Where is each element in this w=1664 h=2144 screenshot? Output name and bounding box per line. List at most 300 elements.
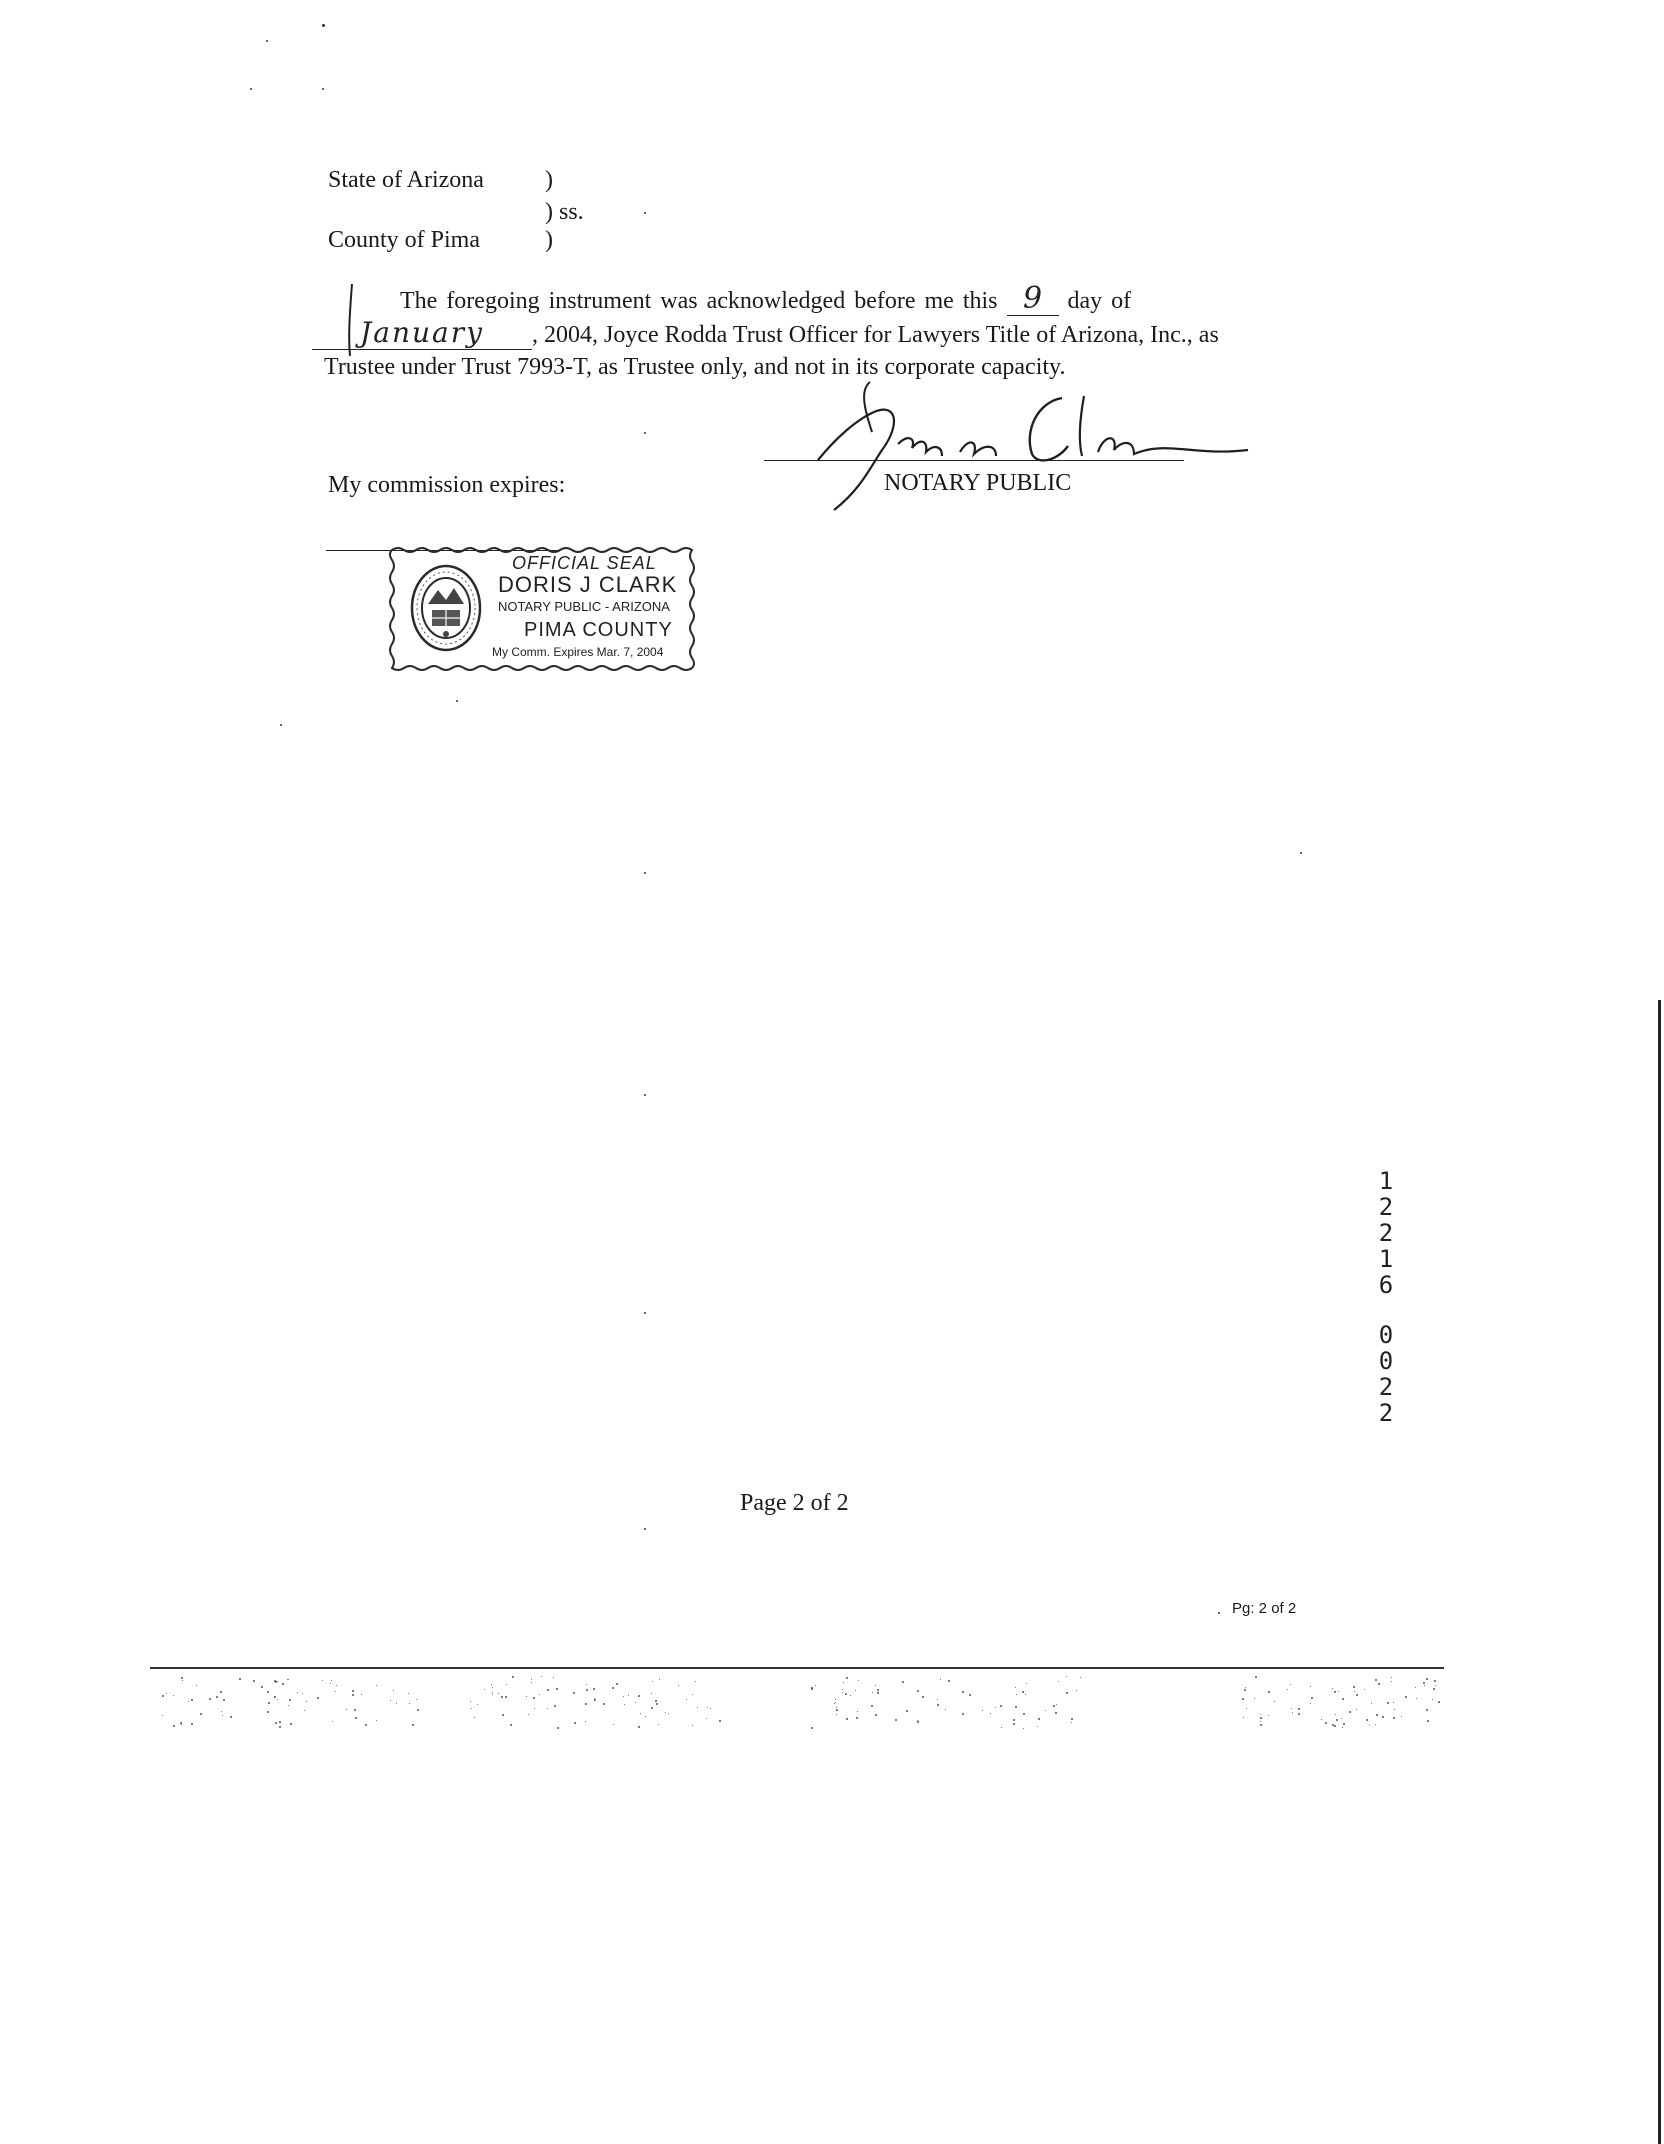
scan-speck <box>651 1693 652 1694</box>
scan-speck <box>668 1713 669 1714</box>
scan-speck <box>505 1696 507 1698</box>
scan-speck <box>906 1710 908 1712</box>
scan-speck <box>937 1699 938 1700</box>
scan-speck <box>644 1528 646 1530</box>
scan-speck <box>166 1693 167 1694</box>
scan-speck <box>336 1685 337 1686</box>
scan-speck <box>1053 1705 1055 1707</box>
recording-digit: 0 <box>1378 1321 1394 1349</box>
scan-speck <box>1375 1724 1376 1725</box>
scan-speck <box>261 1686 263 1688</box>
scan-speck <box>196 1685 197 1686</box>
scan-speck <box>969 1694 971 1696</box>
scan-speck <box>586 1689 588 1691</box>
scan-speck <box>835 1699 836 1700</box>
margin-initial-mark <box>340 280 370 360</box>
scan-speck <box>638 1726 640 1728</box>
scan-speck <box>1066 1692 1068 1694</box>
scan-speck <box>1025 1694 1026 1695</box>
scan-speck <box>692 1694 693 1695</box>
scan-speck <box>396 1703 397 1704</box>
scan-speck <box>1055 1712 1057 1714</box>
scan-speck <box>815 1685 816 1686</box>
scan-speck <box>1242 1698 1244 1700</box>
scan-speck <box>1338 1691 1339 1692</box>
scan-speck <box>1378 1683 1380 1685</box>
scan-speck <box>635 1702 636 1703</box>
scan-speck <box>361 1694 362 1695</box>
scan-speck <box>875 1714 877 1716</box>
scan-speck <box>1382 1716 1384 1718</box>
scan-speck <box>613 1724 614 1725</box>
scan-speck <box>355 1717 357 1719</box>
ack-line3: Trustee under Trust 7993-T, as Trustee only, and not in its corporate capacity. <box>324 354 1066 380</box>
scan-speck <box>585 1703 587 1705</box>
scan-speck <box>1058 1681 1059 1682</box>
scan-speck <box>1336 1719 1338 1721</box>
scan-speck <box>1013 1719 1015 1721</box>
scan-speck <box>612 1687 614 1689</box>
scan-speck <box>512 1676 514 1678</box>
scan-speck <box>1438 1701 1440 1703</box>
scan-speck <box>1291 1708 1292 1709</box>
scan-divider-line <box>150 1667 1444 1669</box>
scan-speck <box>412 1724 414 1726</box>
scan-speck <box>836 1714 837 1715</box>
scan-speck <box>845 1693 847 1695</box>
scan-speck <box>1342 1727 1343 1728</box>
scan-speck <box>1416 1698 1417 1699</box>
recording-digit: 1 <box>1378 1167 1394 1195</box>
scan-speck <box>1260 1714 1261 1715</box>
county-label: County of Pima <box>328 227 481 253</box>
scan-speck <box>302 1693 303 1694</box>
scan-speck <box>1298 1713 1300 1715</box>
scan-speck <box>510 1724 512 1726</box>
scan-speck <box>1393 1717 1395 1719</box>
scan-speck <box>474 1717 475 1718</box>
scan-speck <box>962 1713 964 1715</box>
scan-speck <box>498 1693 499 1694</box>
month-value: January <box>312 317 532 350</box>
scan-speck <box>1037 1726 1038 1727</box>
scan-speck <box>162 1715 163 1716</box>
scan-speck <box>223 1699 225 1701</box>
seal-expires: My Comm. Expires Mar. 7, 2004 <box>492 645 664 659</box>
scan-speck <box>322 88 324 90</box>
scan-speck <box>216 1696 218 1698</box>
commission-label: My commission expires: <box>328 472 566 498</box>
scan-speck <box>346 1709 347 1710</box>
scan-speck <box>528 1714 529 1715</box>
scan-speck <box>477 1704 478 1705</box>
scan-speck <box>719 1720 721 1722</box>
page-number-label: Page 2 of 2 <box>740 1490 849 1516</box>
scan-speck <box>875 1685 876 1686</box>
scan-speck <box>846 1677 848 1679</box>
scan-speck <box>1427 1720 1429 1722</box>
scan-speck <box>322 1680 323 1681</box>
scan-speck <box>652 1681 653 1682</box>
scan-speck <box>354 1709 356 1711</box>
scan-speck <box>277 1681 278 1682</box>
scan-speck <box>209 1698 211 1700</box>
scan-speck <box>811 1688 813 1690</box>
scan-speck <box>1038 1718 1040 1720</box>
scan-speck <box>857 1711 858 1712</box>
scan-speck <box>692 1725 693 1726</box>
scan-speck <box>492 1692 493 1693</box>
scan-speck <box>287 1679 288 1680</box>
scan-speck <box>1071 1718 1073 1720</box>
scan-speck <box>1343 1723 1345 1725</box>
seal-title: OFFICIAL SEAL <box>512 553 657 573</box>
scan-speck <box>846 1718 848 1720</box>
official-seal-stamp <box>388 544 696 674</box>
scan-speck <box>408 1693 409 1694</box>
scan-speck <box>253 1680 255 1682</box>
scan-speck <box>628 1695 629 1696</box>
scan-speck <box>1369 1725 1370 1726</box>
scan-speck <box>1434 1680 1436 1682</box>
scan-speck <box>902 1681 904 1683</box>
scan-speck <box>872 1692 873 1693</box>
scan-speck <box>1076 1690 1077 1691</box>
scan-speck <box>948 1680 950 1682</box>
scan-speck <box>1415 1687 1416 1688</box>
scan-speck <box>645 1716 646 1717</box>
ss-label: ) ss. <box>545 199 584 225</box>
scan-speck <box>1375 1679 1377 1681</box>
scan-speck <box>895 1719 897 1721</box>
scan-speck <box>1000 1705 1002 1707</box>
scan-speck <box>191 1723 193 1725</box>
scan-speck <box>1334 1691 1336 1693</box>
scan-speck <box>221 1711 222 1712</box>
scan-speck <box>1298 1708 1300 1710</box>
recording-digit: 2 <box>1378 1373 1394 1401</box>
scan-speck <box>534 1708 535 1709</box>
scan-speck <box>644 872 646 874</box>
scan-speck <box>917 1690 919 1692</box>
scan-speck <box>173 1725 175 1727</box>
scan-speck <box>644 1094 646 1096</box>
scan-speck <box>665 1712 666 1713</box>
scan-speck <box>239 1678 241 1680</box>
scan-speck <box>200 1713 202 1715</box>
scan-speck <box>1001 1727 1002 1728</box>
scan-speck <box>279 1726 281 1728</box>
scan-speck <box>556 1688 558 1690</box>
scan-speck <box>1300 852 1302 854</box>
recording-digit: 0 <box>1378 1347 1394 1375</box>
scan-speck <box>1393 1702 1394 1703</box>
scan-speck <box>586 1684 587 1685</box>
scan-speck <box>836 1707 837 1708</box>
recording-number <box>1372 1168 1400 1426</box>
scan-speck <box>1022 1691 1024 1693</box>
scan-speck <box>290 1723 292 1725</box>
scan-speck <box>491 1684 492 1685</box>
ack-line1-start: The foregoing instrument was acknowledged before me this <box>400 288 998 314</box>
scan-speck <box>173 1695 174 1696</box>
scan-speck <box>658 1724 659 1725</box>
scan-speck <box>288 1705 289 1706</box>
scan-speck <box>990 1713 991 1714</box>
scan-speck <box>573 1692 575 1694</box>
scan-speck <box>1268 1715 1269 1716</box>
scan-speck <box>811 1727 813 1729</box>
scan-speck <box>1356 1694 1358 1696</box>
scan-speck <box>288 1679 289 1680</box>
scan-speck <box>1432 1699 1433 1700</box>
scan-right-edge <box>1658 1000 1661 2144</box>
scan-speck <box>162 1695 164 1697</box>
ack-line2: , 2004, Joyce Rodda Trust Officer for Lawyers Title of Arizona, Inc., as <box>532 322 1219 348</box>
scan-speck <box>1424 1685 1425 1686</box>
scan-speck <box>843 1682 844 1683</box>
scan-speck <box>836 1709 838 1711</box>
recording-digit: 2 <box>1378 1193 1394 1221</box>
scan-speck <box>1353 1686 1355 1688</box>
scan-speck <box>418 1710 419 1711</box>
scan-speck <box>557 1727 559 1729</box>
scan-speck <box>1287 1689 1288 1690</box>
scan-speck <box>526 1696 527 1697</box>
scan-speck <box>553 1677 554 1678</box>
scan-speck <box>697 1707 698 1708</box>
scan-speck <box>917 1721 919 1723</box>
scan-speck <box>678 1685 679 1686</box>
scan-speck <box>376 1685 377 1686</box>
day-value: 9 <box>1007 283 1059 316</box>
scan-speck <box>1334 1725 1336 1727</box>
scan-speck <box>655 1700 657 1702</box>
scan-speck <box>644 212 646 214</box>
scan-speck <box>506 1684 507 1685</box>
scan-speck <box>531 1682 532 1683</box>
scan-speck <box>1023 1728 1024 1729</box>
scan-speck <box>1364 1689 1365 1690</box>
scan-speck <box>274 1696 276 1698</box>
scan-speck <box>547 1708 548 1709</box>
scan-speck <box>1321 1719 1322 1720</box>
scan-speck <box>858 1680 859 1681</box>
scan-speck <box>834 1703 835 1704</box>
scan-speck <box>659 1679 660 1680</box>
scan-speck <box>1066 1676 1067 1677</box>
scan-speck <box>266 40 268 42</box>
scan-speck <box>1274 1701 1275 1702</box>
scan-speck <box>707 1707 708 1708</box>
scan-speck <box>282 1683 284 1685</box>
scan-speck <box>181 1677 183 1679</box>
scan-speck <box>1023 1713 1025 1715</box>
scan-speck <box>393 1690 394 1691</box>
scan-speck <box>1026 1683 1027 1684</box>
scan-speck <box>962 1691 964 1693</box>
scan-speck <box>416 1699 417 1700</box>
scan-speck <box>332 1721 333 1722</box>
recording-digit: 6 <box>1378 1271 1394 1299</box>
scan-speck <box>352 1694 354 1696</box>
scan-speck <box>456 700 458 702</box>
scan-speck <box>1356 1709 1357 1710</box>
scan-speck <box>1349 1711 1351 1713</box>
seal-county: PIMA COUNTY <box>524 619 673 641</box>
seal-role: NOTARY PUBLIC - ARIZONA <box>498 599 670 614</box>
scan-speck <box>877 1692 879 1694</box>
scan-speck <box>470 1701 471 1702</box>
scan-speck <box>1080 1677 1081 1678</box>
scan-speck <box>1341 1718 1342 1719</box>
scan-speck <box>182 1680 183 1681</box>
scan-speck <box>1056 1704 1057 1705</box>
scan-speck <box>289 1699 291 1701</box>
scan-speck <box>188 1701 189 1702</box>
scan-speck <box>1391 1677 1392 1678</box>
scan-speck <box>1366 1719 1368 1721</box>
scan-speck <box>1335 1714 1336 1715</box>
scan-speck <box>593 1688 595 1690</box>
scan-speck <box>995 1707 996 1708</box>
scan-speck <box>533 1697 535 1699</box>
scan-speck <box>656 1703 658 1705</box>
scan-speck <box>541 1676 542 1677</box>
scan-speck <box>492 1687 493 1688</box>
scan-speck <box>1292 1712 1293 1713</box>
scan-speck <box>1354 1691 1355 1692</box>
scan-speck <box>1015 1687 1016 1688</box>
scan-speck <box>1245 1687 1246 1688</box>
scan-speck <box>603 1703 605 1705</box>
scan-speck <box>1433 1688 1435 1690</box>
scan-speck <box>1290 1684 1291 1685</box>
scan-speck <box>409 1703 410 1704</box>
scan-speck <box>922 1696 924 1698</box>
scan-speck <box>501 1696 503 1698</box>
scan-speck <box>695 1681 696 1682</box>
scan-speck <box>1391 1681 1392 1682</box>
scan-speck <box>554 1705 556 1707</box>
scan-speck <box>1254 1698 1255 1699</box>
scan-speck <box>331 1680 332 1681</box>
scan-speck <box>1435 1685 1436 1686</box>
recording-digit: 2 <box>1378 1399 1394 1427</box>
scan-speck <box>945 1709 946 1710</box>
scan-speck <box>539 1694 540 1695</box>
notary-public-label: NOTARY PUBLIC <box>884 470 1072 496</box>
scan-speck <box>585 1721 586 1722</box>
scan-speck <box>306 1701 307 1702</box>
scan-speck <box>1260 1721 1261 1722</box>
scan-speck <box>842 1692 843 1693</box>
scan-speck <box>330 1683 331 1684</box>
scan-speck <box>1260 1724 1262 1726</box>
scan-speck <box>856 1717 858 1719</box>
scan-speck <box>1325 1722 1327 1724</box>
scan-speck <box>279 1721 281 1723</box>
scan-speck <box>1376 1714 1378 1716</box>
scan-speck <box>335 1691 336 1692</box>
scan-speck <box>1371 1703 1372 1704</box>
scan-speck <box>574 1722 576 1724</box>
pg-label: Pg: 2 of 2 <box>1232 1600 1297 1617</box>
scan-speck <box>871 1705 873 1707</box>
scan-speck <box>1426 1678 1428 1680</box>
scan-speck <box>877 1689 879 1691</box>
scan-speck <box>1016 1694 1017 1695</box>
scan-speck <box>322 24 325 27</box>
scan-speck <box>267 1711 269 1713</box>
scan-speck <box>1255 1676 1257 1678</box>
scan-speck <box>547 1689 549 1691</box>
scan-speck <box>1310 1686 1311 1687</box>
scan-speck <box>982 1710 983 1711</box>
scan-speck <box>1243 1717 1244 1718</box>
scan-speck <box>644 432 646 434</box>
scan-speck <box>842 1689 843 1690</box>
scan-speck <box>710 1708 711 1709</box>
scan-speck <box>640 1713 641 1714</box>
scan-speck <box>1015 1706 1017 1708</box>
scan-speck <box>492 1694 493 1695</box>
scan-speck <box>1394 1709 1395 1710</box>
scan-speck <box>352 1690 354 1692</box>
scan-speck <box>376 1720 377 1721</box>
scan-speck <box>651 1707 653 1709</box>
scan-speck <box>280 724 282 726</box>
scan-speck <box>1332 1688 1333 1689</box>
scan-speck <box>268 1702 270 1704</box>
state-label: State of Arizona <box>328 167 484 193</box>
scan-speck <box>484 1689 485 1690</box>
seal-name: DORIS J CLARK <box>498 572 678 597</box>
scan-speck <box>1268 1691 1270 1693</box>
recording-digit: 2 <box>1378 1219 1394 1247</box>
scan-speck <box>275 1722 277 1724</box>
scan-speck <box>317 1697 319 1699</box>
scan-speck <box>1426 1709 1428 1711</box>
scan-speck <box>706 1718 707 1719</box>
scan-speck <box>191 1699 193 1701</box>
scan-speck <box>686 1699 687 1700</box>
scan-speck <box>1405 1696 1407 1698</box>
scan-speck <box>1423 1682 1425 1684</box>
scan-speck <box>230 1716 232 1718</box>
scan-speck <box>531 1679 532 1680</box>
scan-speck <box>277 1699 278 1700</box>
scan-speck <box>250 88 252 90</box>
scan-speck <box>594 1699 596 1701</box>
scan-speck <box>850 1695 851 1696</box>
recording-digit: 1 <box>1378 1245 1394 1273</box>
scan-speck <box>304 1710 305 1711</box>
scan-speck <box>220 1691 222 1693</box>
scan-speck <box>1387 1702 1389 1704</box>
scan-speck <box>623 1696 624 1697</box>
scan-speck <box>1311 1697 1313 1699</box>
scan-speck <box>940 1679 941 1680</box>
scan-speck <box>835 1702 836 1703</box>
scan-speck <box>937 1704 939 1706</box>
scan-speck <box>1244 1689 1246 1691</box>
scan-speck <box>502 1714 504 1716</box>
scan-speck <box>297 1692 298 1693</box>
scan-speck <box>222 1715 223 1716</box>
scan-speck <box>365 1724 367 1726</box>
scan-speck <box>616 1683 618 1685</box>
